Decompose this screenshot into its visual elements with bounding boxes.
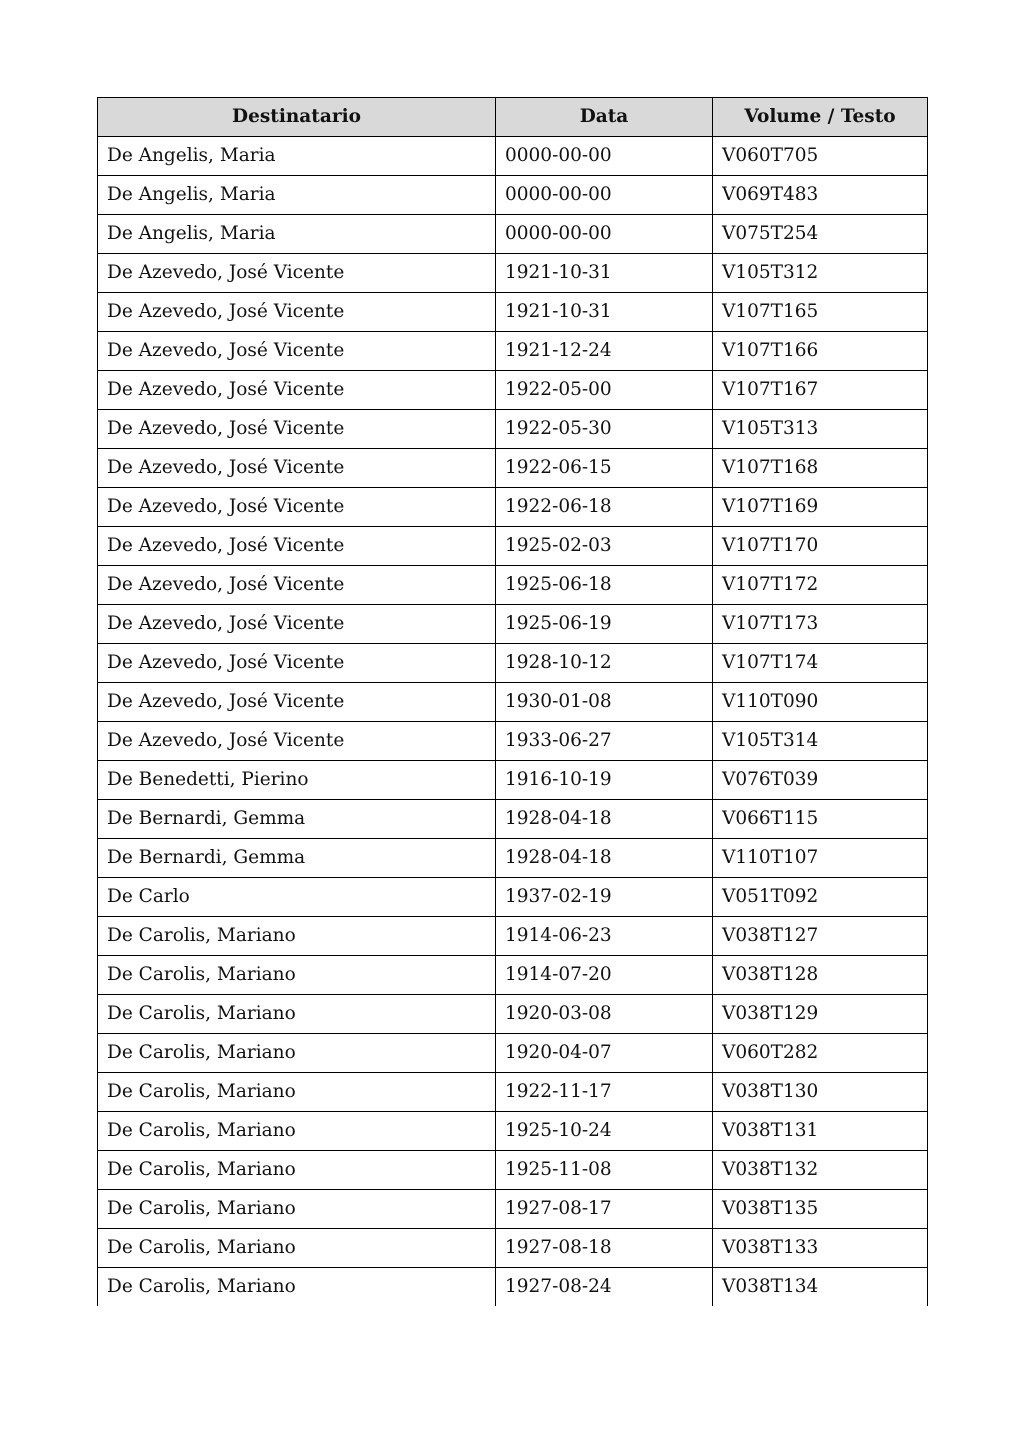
- cell-volume-testo: V107T172: [713, 566, 928, 605]
- cell-volume-testo: V107T167: [713, 371, 928, 410]
- table-row: [98, 839, 928, 878]
- cell-volume-testo: V066T115: [713, 800, 928, 839]
- cell-destinatario: De Benedetti, Pierino: [98, 761, 496, 800]
- cell-data: 1921-10-31: [496, 254, 713, 293]
- table-row: [98, 605, 928, 644]
- cell-volume-testo: V038T134: [713, 1268, 928, 1307]
- cell-destinatario: De Azevedo, José Vicente: [98, 722, 496, 761]
- cell-destinatario: De Carolis, Mariano: [98, 1229, 496, 1268]
- cell-volume-testo: V038T127: [713, 917, 928, 956]
- cell-destinatario: De Azevedo, José Vicente: [98, 332, 496, 371]
- cell-destinatario: De Angelis, Maria: [98, 137, 496, 176]
- cell-volume-testo: V105T313: [713, 410, 928, 449]
- cell-destinatario: De Azevedo, José Vicente: [98, 566, 496, 605]
- column-header-destinatario: Destinatario: [98, 98, 496, 137]
- cell-volume-testo: V038T133: [713, 1229, 928, 1268]
- cell-destinatario: De Azevedo, José Vicente: [98, 371, 496, 410]
- cell-volume-testo: V060T705: [713, 137, 928, 176]
- cell-data: 1921-10-31: [496, 293, 713, 332]
- cell-data: 1921-12-24: [496, 332, 713, 371]
- table-row: [98, 410, 928, 449]
- table-row: [98, 761, 928, 800]
- cell-data: 1920-03-08: [496, 995, 713, 1034]
- cell-volume-testo: V110T090: [713, 683, 928, 722]
- table-row: [98, 644, 928, 683]
- cell-destinatario: De Carolis, Mariano: [98, 1112, 496, 1151]
- cell-destinatario: De Azevedo, José Vicente: [98, 605, 496, 644]
- cell-data: 0000-00-00: [496, 215, 713, 254]
- table-row: [98, 254, 928, 293]
- cell-volume-testo: V060T282: [713, 1034, 928, 1073]
- cell-data: 1925-06-19: [496, 605, 713, 644]
- cell-volume-testo: V051T092: [713, 878, 928, 917]
- cell-volume-testo: V105T312: [713, 254, 928, 293]
- table-row: [98, 722, 928, 761]
- column-header-data: Data: [496, 98, 713, 137]
- cell-destinatario: De Carolis, Mariano: [98, 1073, 496, 1112]
- table-header: [98, 98, 928, 137]
- cell-destinatario: De Carolis, Mariano: [98, 1268, 496, 1307]
- table-row: [98, 1151, 928, 1190]
- table-row: [98, 878, 928, 917]
- cell-destinatario: De Azevedo, José Vicente: [98, 449, 496, 488]
- table-body: [98, 137, 928, 1307]
- table-row: [98, 566, 928, 605]
- cell-data: 1927-08-18: [496, 1229, 713, 1268]
- table-row: [98, 800, 928, 839]
- cell-data: 1925-10-24: [496, 1112, 713, 1151]
- cell-destinatario: De Azevedo, José Vicente: [98, 488, 496, 527]
- table-row: [98, 1112, 928, 1151]
- cell-volume-testo: V076T039: [713, 761, 928, 800]
- cell-volume-testo: V038T128: [713, 956, 928, 995]
- cell-destinatario: De Carolis, Mariano: [98, 956, 496, 995]
- cell-volume-testo: V105T314: [713, 722, 928, 761]
- cell-data: 1925-11-08: [496, 1151, 713, 1190]
- cell-destinatario: De Bernardi, Gemma: [98, 839, 496, 878]
- cell-destinatario: De Carolis, Mariano: [98, 917, 496, 956]
- cell-destinatario: De Azevedo, José Vicente: [98, 254, 496, 293]
- cell-data: 1928-04-18: [496, 839, 713, 878]
- table-row: [98, 332, 928, 371]
- cell-destinatario: De Carlo: [98, 878, 496, 917]
- cell-volume-testo: V107T166: [713, 332, 928, 371]
- cell-volume-testo: V107T168: [713, 449, 928, 488]
- letters-table: [97, 97, 928, 1306]
- table-row: [98, 293, 928, 332]
- cell-data: 1922-11-17: [496, 1073, 713, 1112]
- cell-volume-testo: V038T129: [713, 995, 928, 1034]
- cell-destinatario: De Bernardi, Gemma: [98, 800, 496, 839]
- cell-data: 1914-06-23: [496, 917, 713, 956]
- cell-data: 1914-07-20: [496, 956, 713, 995]
- table-row: [98, 176, 928, 215]
- cell-destinatario: De Carolis, Mariano: [98, 1151, 496, 1190]
- cell-volume-testo: V069T483: [713, 176, 928, 215]
- table-row: [98, 527, 928, 566]
- table-row: [98, 1229, 928, 1268]
- table-row: [98, 371, 928, 410]
- cell-data: 1916-10-19: [496, 761, 713, 800]
- cell-destinatario: De Carolis, Mariano: [98, 1034, 496, 1073]
- cell-volume-testo: V107T165: [713, 293, 928, 332]
- cell-data: 1930-01-08: [496, 683, 713, 722]
- cell-destinatario: De Angelis, Maria: [98, 215, 496, 254]
- table-row: [98, 1268, 928, 1307]
- cell-data: 1927-08-17: [496, 1190, 713, 1229]
- cell-destinatario: De Carolis, Mariano: [98, 1190, 496, 1229]
- table-row: [98, 683, 928, 722]
- cell-data: 1937-02-19: [496, 878, 713, 917]
- cell-data: 1928-10-12: [496, 644, 713, 683]
- cell-volume-testo: V110T107: [713, 839, 928, 878]
- table-row: [98, 488, 928, 527]
- table-row: [98, 1190, 928, 1229]
- cell-data: 1927-08-24: [496, 1268, 713, 1307]
- cell-data: 1925-02-03: [496, 527, 713, 566]
- cell-volume-testo: V075T254: [713, 215, 928, 254]
- cell-data: 1922-05-00: [496, 371, 713, 410]
- cell-data: 1925-06-18: [496, 566, 713, 605]
- header-row: [98, 98, 928, 137]
- cell-data: 1920-04-07: [496, 1034, 713, 1073]
- cell-volume-testo: V038T135: [713, 1190, 928, 1229]
- table-row: [98, 137, 928, 176]
- cell-destinatario: De Carolis, Mariano: [98, 995, 496, 1034]
- cell-volume-testo: V038T131: [713, 1112, 928, 1151]
- table-row: [98, 995, 928, 1034]
- cell-destinatario: De Azevedo, José Vicente: [98, 644, 496, 683]
- cell-volume-testo: V038T130: [713, 1073, 928, 1112]
- cell-volume-testo: V107T174: [713, 644, 928, 683]
- cell-data: 1933-06-27: [496, 722, 713, 761]
- cell-data: 1928-04-18: [496, 800, 713, 839]
- cell-data: 0000-00-00: [496, 137, 713, 176]
- table-row: [98, 449, 928, 488]
- cell-destinatario: De Azevedo, José Vicente: [98, 527, 496, 566]
- column-header-volume-testo: Volume / Testo: [713, 98, 928, 137]
- cell-data: 1922-05-30: [496, 410, 713, 449]
- cell-data: 0000-00-00: [496, 176, 713, 215]
- cell-volume-testo: V107T169: [713, 488, 928, 527]
- cell-destinatario: De Azevedo, José Vicente: [98, 293, 496, 332]
- cell-volume-testo: V038T132: [713, 1151, 928, 1190]
- table-row: [98, 1034, 928, 1073]
- cell-destinatario: De Azevedo, José Vicente: [98, 683, 496, 722]
- table-row: [98, 215, 928, 254]
- cell-destinatario: De Angelis, Maria: [98, 176, 496, 215]
- table-row: [98, 917, 928, 956]
- cell-volume-testo: V107T170: [713, 527, 928, 566]
- table-row: [98, 956, 928, 995]
- cell-destinatario: De Azevedo, José Vicente: [98, 410, 496, 449]
- table-row: [98, 1073, 928, 1112]
- cell-data: 1922-06-18: [496, 488, 713, 527]
- cell-volume-testo: V107T173: [713, 605, 928, 644]
- cell-data: 1922-06-15: [496, 449, 713, 488]
